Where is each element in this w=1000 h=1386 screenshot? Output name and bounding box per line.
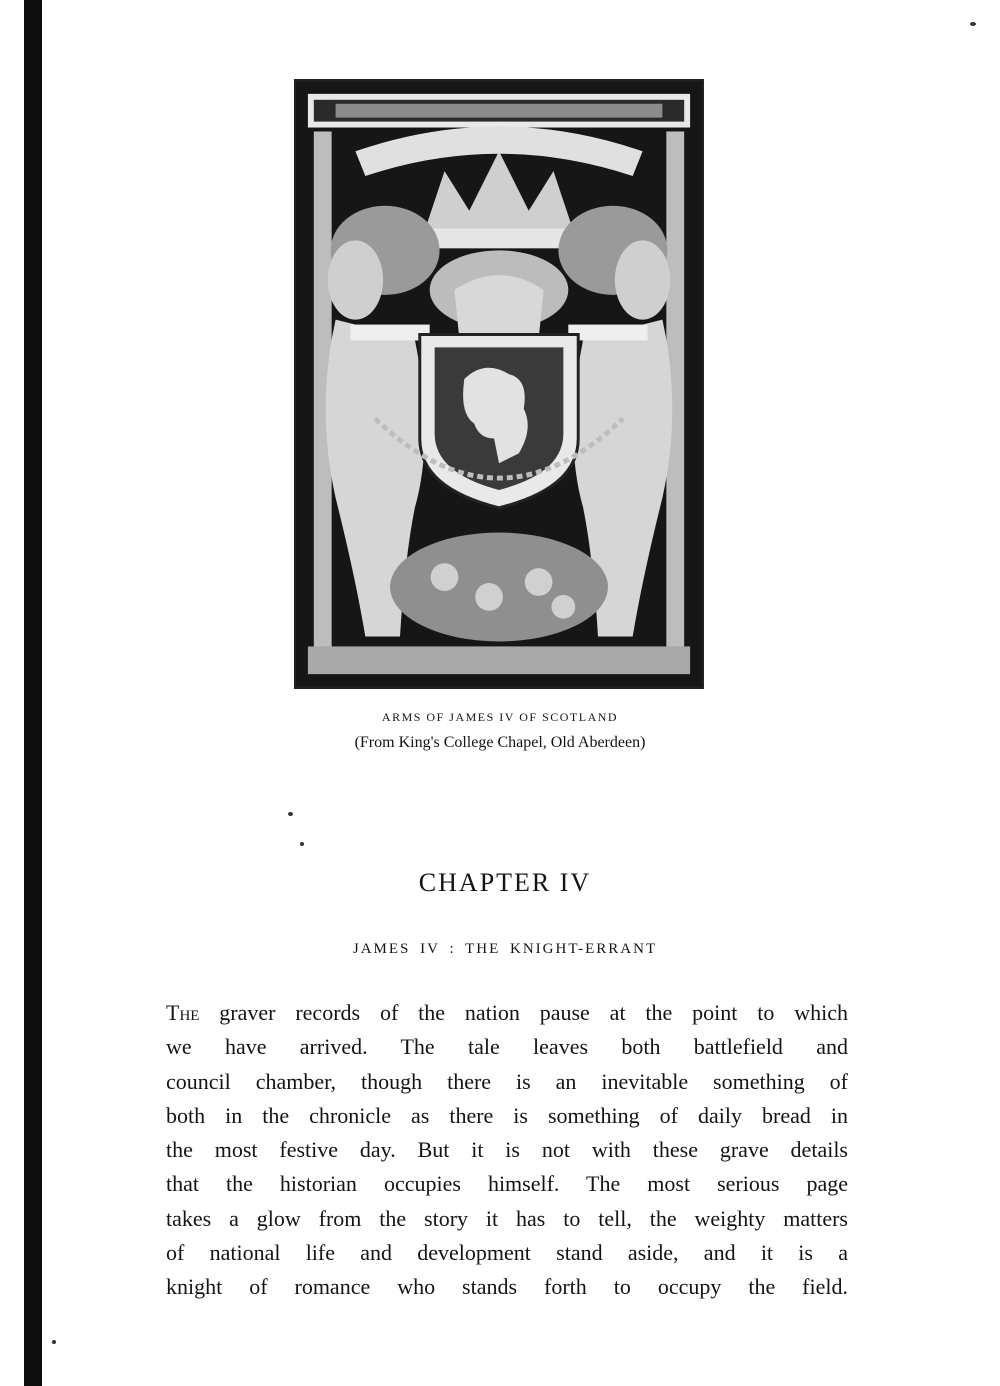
body-paragraph	[166, 996, 848, 1305]
scan-speckle	[970, 22, 976, 26]
coat-of-arms-illustration	[294, 79, 704, 689]
illustration-caption-source: (From King's College Chapel, Old Aberdeen)	[354, 734, 646, 751]
chapter-subtitle: JAMES IV : THE KNIGHT-ERRANT	[352, 941, 658, 957]
body-line: of national life and development stand aside, and it is a	[166, 1240, 848, 1266]
scan-speckle	[52, 1340, 56, 1344]
page-binding-edge	[24, 0, 42, 1386]
chapter-title: CHAPTER IV	[418, 868, 592, 897]
body-line	[166, 996, 848, 1030]
scan-speckle	[300, 842, 304, 846]
body-line: the most festive day. But it is not with these grave details	[166, 1137, 848, 1163]
coat-of-arms-engraving	[296, 81, 702, 687]
scan-speckle	[288, 812, 293, 816]
illustration-caption-title: ARMS OF JAMES IV OF SCOTLAND	[381, 710, 619, 724]
body-line-text: graver records of the nation pause at the point to which	[199, 1000, 848, 1025]
body-line: both in the chronicle as there is something of daily bread in	[166, 1102, 848, 1128]
body-line: takes a glow from the story it has to tell, the weighty matters	[166, 1205, 848, 1231]
body-line: council chamber, though there is an inevitable something of	[166, 1068, 848, 1094]
body-line: we have arrived. The tale leaves both battlefield and	[166, 1034, 848, 1060]
body-line: that the historian occupies himself. The most serious page	[166, 1171, 848, 1197]
drop-first-word: The	[166, 1000, 200, 1025]
body-line: knight of romance who stands forth to occupy the field.	[166, 1274, 848, 1300]
